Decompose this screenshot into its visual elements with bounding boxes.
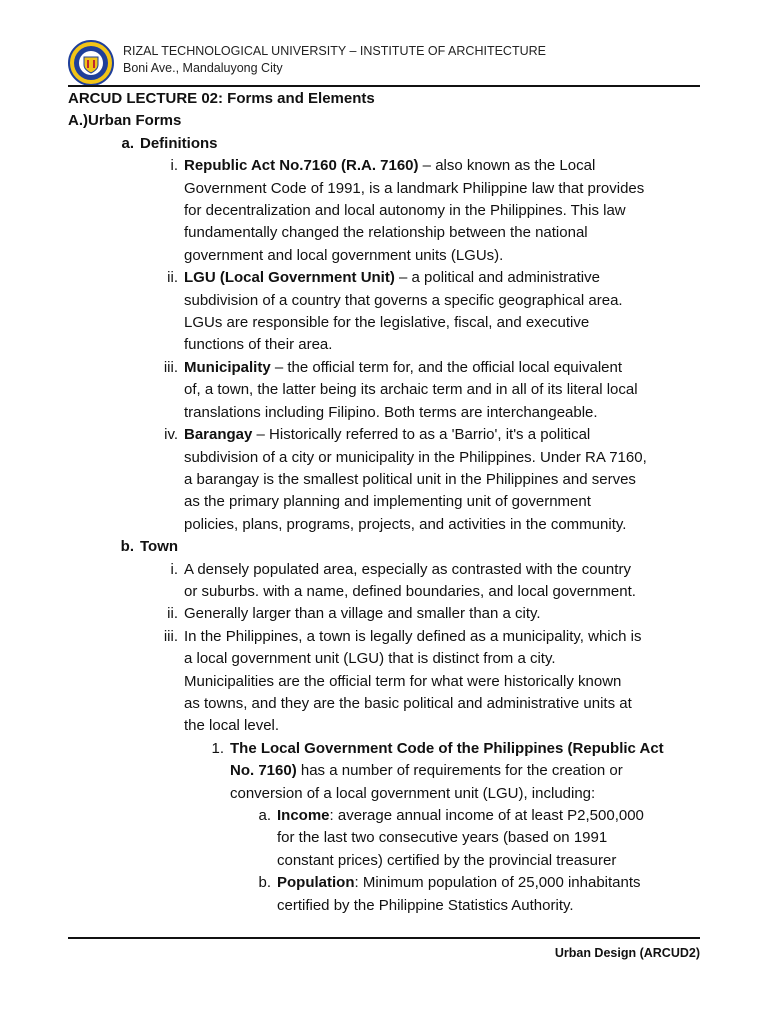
definition-term: Barangay (184, 426, 253, 444)
town-text: In the Philippines, a town is legally defined as a municipality, which is (184, 627, 642, 645)
section-title: Urban Forms (88, 112, 182, 130)
subsection-title: Town (140, 538, 179, 556)
definition-text: a barangay is the smallest political unit in the Philippines and serves (184, 470, 636, 488)
subsection-marker: b. (120, 538, 134, 556)
requirement-item (68, 805, 708, 872)
subsection-town (116, 536, 708, 558)
definition-text: of, a town, the latter being its archaic term and in all of its literal local (184, 381, 638, 399)
section-heading (68, 110, 708, 132)
town-item (68, 559, 708, 604)
list-marker: i. (170, 560, 178, 578)
requirement-text: certified by the Philippine Statistics Authority. (277, 896, 574, 914)
definition-text: as the primary planning and implementing unit of government (184, 493, 591, 511)
town-item (68, 626, 708, 738)
town-text: A densely populated area, especially as contrasted with the country (184, 560, 631, 578)
lgc-title: The Local Government Code of the Philippines (Republic Act (230, 739, 664, 757)
requirement-term: Income (277, 807, 330, 824)
requirement-text: : Minimum population of 25,000 inhabitants (354, 874, 641, 892)
town-item (68, 603, 708, 625)
definition-term: Municipality (184, 358, 271, 376)
definition-text: for decentralization and local autonomy in the Philippines. This law (184, 202, 626, 220)
lgc-text: has a number of requirements for the creation or (296, 762, 623, 780)
list-marker: ii. (167, 269, 178, 287)
lgc-item (68, 738, 708, 805)
town-text: a local government unit (LGU) that is distinct from a city. (184, 650, 556, 668)
list-marker: 1. (211, 739, 224, 757)
requirement-text: : average annual income of at least P2,500,000 (329, 807, 644, 824)
definition-text: Government Code of 1991, is a landmark Philippine law that provides (184, 179, 645, 197)
document-body (68, 88, 708, 917)
requirement-term: Population (277, 874, 355, 892)
list-marker: ii. (167, 605, 178, 623)
town-text: as towns, and they are the basic political and administrative units at (184, 694, 632, 712)
definition-text: subdivision of a city or municipality in the Philippines. Under RA 7160, (184, 448, 647, 466)
definition-text: – also known as the Local (418, 157, 596, 175)
definition-text: government and local government units (LGUs). (184, 246, 504, 264)
list-marker: a. (258, 807, 271, 824)
subsection-marker: a. (121, 134, 134, 152)
definition-text: – a political and administrative (394, 269, 600, 287)
institution-address: Boni Ave., Mandaluyong City (123, 61, 283, 75)
lgc-text: conversion of a local government unit (LGU), including: (230, 784, 596, 802)
page-header (68, 38, 700, 86)
definition-text: translations including Filipino. Both terms are interchangeable. (184, 403, 598, 421)
town-text: or suburbs. with a name, defined boundaries, and local government. (184, 582, 636, 600)
definition-item (68, 267, 708, 357)
list-marker: iii. (163, 358, 178, 376)
definition-text: policies, plans, programs, projects, and activities in the community. (184, 515, 627, 533)
header-divider (68, 85, 700, 87)
town-text: Municipalities are the official term for what were historically known (184, 672, 622, 690)
definition-text: – Historically referred to as a 'Barrio', it's a political (252, 426, 591, 444)
requirement-item (68, 872, 708, 917)
definition-item (68, 424, 708, 536)
institution-name: RIZAL TECHNOLOGICAL UNIVERSITY – INSTITUTE OF ARCHITECTURE (123, 44, 546, 58)
town-text: Generally larger than a village and smaller than a city. (184, 605, 541, 623)
institution-block (123, 43, 546, 77)
university-seal-icon (68, 40, 114, 86)
definition-term: Republic Act No.7160 (R.A. 7160) (184, 157, 419, 175)
definition-term: LGU (Local Government Unit) (184, 269, 395, 287)
footer-course: Urban Design (ARCUD2) (554, 946, 700, 960)
footer-divider (68, 937, 700, 939)
list-marker: iv. (164, 426, 178, 444)
requirement-text: constant prices) certified by the provincial treasurer (277, 851, 617, 869)
list-marker: b. (258, 874, 271, 892)
definition-text: – the official term for, and the official local equivalent (270, 358, 623, 376)
lecture-title: ARCUD LECTURE 02: Forms and Elements (68, 90, 375, 107)
definition-text: subdivision of a country that governs a specific geographical area. (184, 291, 623, 309)
lgc-title-cont: No. 7160) (230, 762, 297, 780)
town-text: the local level. (184, 717, 280, 735)
list-marker: i. (170, 157, 178, 175)
section-marker: A.) (68, 112, 88, 130)
subsection-title: Definitions (140, 134, 218, 152)
definition-text: LGUs are responsible for the legislative, fiscal, and executive (184, 314, 590, 332)
list-marker: iii. (163, 627, 178, 645)
definition-item (68, 357, 708, 424)
definition-text: fundamentally changed the relationship between the national (184, 224, 588, 242)
subsection-definitions (116, 133, 708, 155)
definition-text: functions of their area. (184, 336, 333, 354)
definition-item (68, 155, 708, 267)
requirement-text: for the last two consecutive years (based on 1991 (277, 829, 608, 847)
